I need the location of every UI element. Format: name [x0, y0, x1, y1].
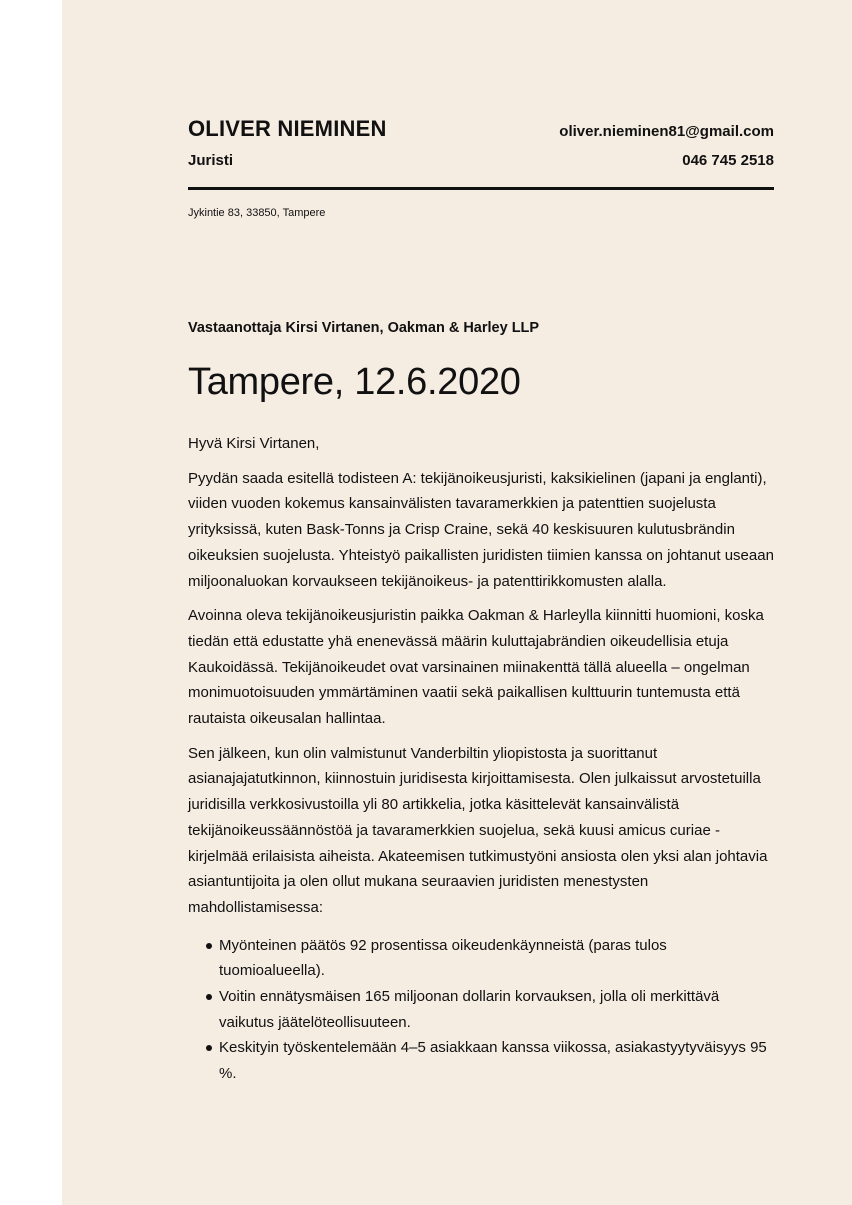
body-paragraph: Sen jälkeen, kun olin valmistunut Vanderbiltin yliopistosta ja suorittanut asianajajatutkinnon, kiinnostuin juridisesta kirjoittamisesta. Olen julkaissut arvostetuilla juridisilla verkkosivustoilla yli 80 artikkelia, jotka käsittelevät kansainvälistä tekijänoikeussäännöstöä ja tavaramerkkien suojelua, sekä kuusi amicus curiae -kirjelmää erilaisista aiheista. Akateemisen tutkimustyöni ansiosta olen yksi alan johtavia asiantuntijoita ja olen ollut mukana seuraavien juridisten menestysten mahdollistamisessa:	[188, 744, 768, 916]
body-paragraph: Pyydän saada esitellä todisteen A: tekijänoikeusjuristi, kaksikielinen (japani ja englanti), viiden vuoden kokemus kansainvälisten tavaramerkkien ja patenttien suojelusta yrityksissä, kuten Bask-Tonns ja Crisp Craine, sekä 40 keskisuuren kulutusbrändin oikeuksien suojelusta. Yhteistyö paikallisten juridisten tiimien kanssa on johtanut useaan miljoonaluokan korvaukseen tekijänoikeus- ja patenttirikkomusten alalla.	[188, 469, 774, 590]
list-item	[188, 984, 774, 1035]
list-item	[188, 933, 774, 984]
sender-role: Juristi	[188, 152, 234, 169]
list-item	[188, 1035, 774, 1086]
place-date-heading: Tampere, 12.6.2020	[188, 361, 521, 403]
sender-name: OLIVER NIEMINEN	[188, 116, 387, 141]
greeting: Hyvä Kirsi Virtanen,	[188, 435, 320, 452]
list-item-text: Keskityin työskentelemään 4–5 asiakkaan kanssa viikossa, asiakastyytyväisyys 95 %.	[219, 1039, 767, 1083]
sender-phone: 046 745 2518	[682, 152, 774, 169]
list-item-text: Voitin ennätysmäisen 165 miljoonan dollarin korvauksen, jolla oli merkittävä vaikutus jäätelöteollisuuteen.	[219, 988, 720, 1031]
list-item-text: Myönteinen päätös 92 prosentissa oikeudenkäynneistä (paras tulos tuomioalueella).	[219, 936, 667, 980]
body-paragraph: Avoinna oleva tekijänoikeusjuristin paikka Oakman & Harleylla kiinnitti huomioni, koska tiedän että edustatte yhä enenevässä määrin kuluttajabrändien oikeudellisia etuja Kaukoidässä. Tekijänoikeudet ovat varsinainen miinakenttä tällä alueella – ongelman monimuotoisuuden ymmärtäminen vaatii sekä paikallisen kulttuurin tuntemusta että rautaista oikeusalan hallintaa.	[188, 607, 764, 728]
sender-address: Jykintie 83, 33850, Tampere	[188, 207, 326, 219]
recipient-line: Vastaanottaja Kirsi Virtanen, Oakman & Harley LLP	[188, 320, 540, 336]
header-divider	[188, 187, 774, 190]
sender-email: oliver.nieminen81@gmail.com	[559, 123, 774, 140]
achievements-list	[188, 933, 774, 1087]
bullet-icon	[206, 1045, 212, 1051]
letter-page	[62, 0, 852, 1205]
letter-body	[188, 431, 774, 1087]
bullet-icon	[206, 943, 212, 949]
bullet-icon	[206, 994, 212, 1000]
